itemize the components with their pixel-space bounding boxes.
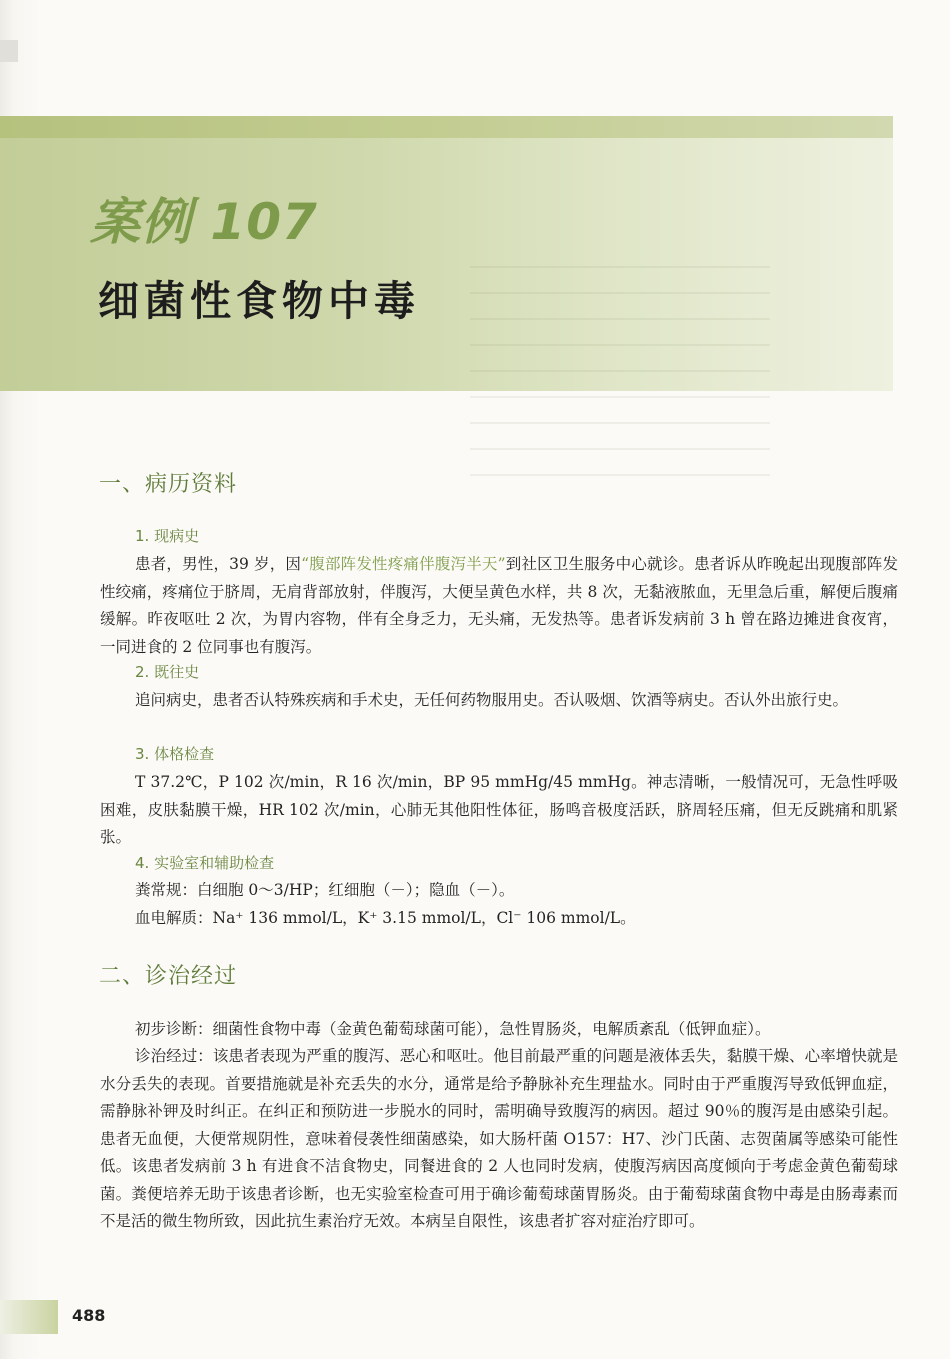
page-number: 488 bbox=[72, 1306, 106, 1325]
subheading-past-history: 2. 既往史 bbox=[135, 663, 200, 681]
case-number: 案例 107 bbox=[90, 193, 318, 251]
page-number-tab bbox=[0, 1300, 58, 1334]
lab-electrolytes: 血电解质：Na⁺ 136 mmol/L，K⁺ 3.15 mmol/L，Cl⁻ 106 mmol/L。 bbox=[135, 909, 636, 927]
chief-complaint: “腹部阵发性疼痛伴腹泻半天” bbox=[301, 555, 506, 573]
initial-diagnosis: 初步诊断：细菌性食物中毒（金黄色葡萄球菌可能），急性胃肠炎，电解质紊乱（低钾血症）。 bbox=[135, 1020, 771, 1038]
subheading-lab: 4. 实验室和辅助检查 bbox=[135, 854, 275, 872]
section-heading-history: 一、病历资料 bbox=[99, 472, 238, 497]
case-title: 细菌性食物中毒 bbox=[98, 277, 420, 325]
present-history-intro: 患者，男性，39 岁，因 bbox=[135, 555, 302, 573]
past-history-text: 追问病史，患者否认特殊疾病和手术史，无任何药物服用史。否认吸烟、饮酒等病史。否认外出旅行史。 bbox=[135, 691, 849, 709]
present-history-body: 到社区卫生服务中心就诊。患者诉从昨晚起出现腹部阵发性绞痛，疼痛位于脐周，无肩背部放射，伴腹泻，大便呈黄色水样，共 8 次，无黏液脓血，无里急后重，解便后腹痛缓解。昨夜呕吐 2 次，为胃内容物，伴有全身乏力，无头痛，无发热等。患者诉发病前 3 h 曾在路边摊进食夜宵，一同进食的 2 位同事也有腹泻。 bbox=[100, 555, 898, 656]
treatment-process: 诊治经过：该患者表现为严重的腹泻、恶心和呕吐。他目前最严重的问题是液体丢失，黏膜干燥、心率增快就是水分丢失的表现。首要措施就是补充丢失的水分，通常是给予静脉补充生理盐水。同时由于严重腹泻导致低钾血症，需静脉补钾及时纠正。在纠正和预防进一步脱水的同时，需明确导致腹泻的病因。超过 90％的腹泻是由感染引起。患者无血便，大便常规阴性，意味着侵袭性细菌感染，如大肠杆菌 O157：H7、沙门氏菌、志贺菌属等感染可能性低。该患者发病前 3 h 有进食不洁食物史，同餐进食的 2 人也同时发病，使腹泻病因高度倾向于考虑金黄色葡萄球菌。粪便培养无助于该患者诊断，也无实验室检查可用于确诊葡萄球菌胃肠炎。由于葡萄球菌食物中毒是由肠毒素而不是活的微生物所致，因此抗生素治疗无效。本病呈自限性，该患者扩容对症治疗即可。 bbox=[100, 1047, 898, 1230]
subheading-present-history: 1. 现病史 bbox=[135, 527, 200, 545]
physical-exam-text: T 37.2℃，P 102 次/min，R 16 次/min，BP 95 mmHg/45 mmHg。神志清晰，一般情况可，无急性呼吸困难，皮肤黏膜干燥，HR 102 次/min，心肺无其他阳性体征，肠鸣音极度活跃，脐周轻压痛，但无反跳痛和肌紧张。 bbox=[100, 773, 898, 846]
subheading-physical-exam: 3. 体格检查 bbox=[135, 745, 215, 763]
section-heading-treatment: 二、诊治经过 bbox=[99, 964, 238, 989]
banner-ghost-texture bbox=[470, 266, 770, 486]
corner-mark bbox=[0, 40, 18, 62]
lab-stool-routine: 粪常规：白细胞 0～3/HP；红细胞（－）；隐血（－）。 bbox=[135, 881, 515, 899]
banner-top-strip bbox=[0, 116, 893, 138]
present-history-text bbox=[100, 551, 898, 661]
